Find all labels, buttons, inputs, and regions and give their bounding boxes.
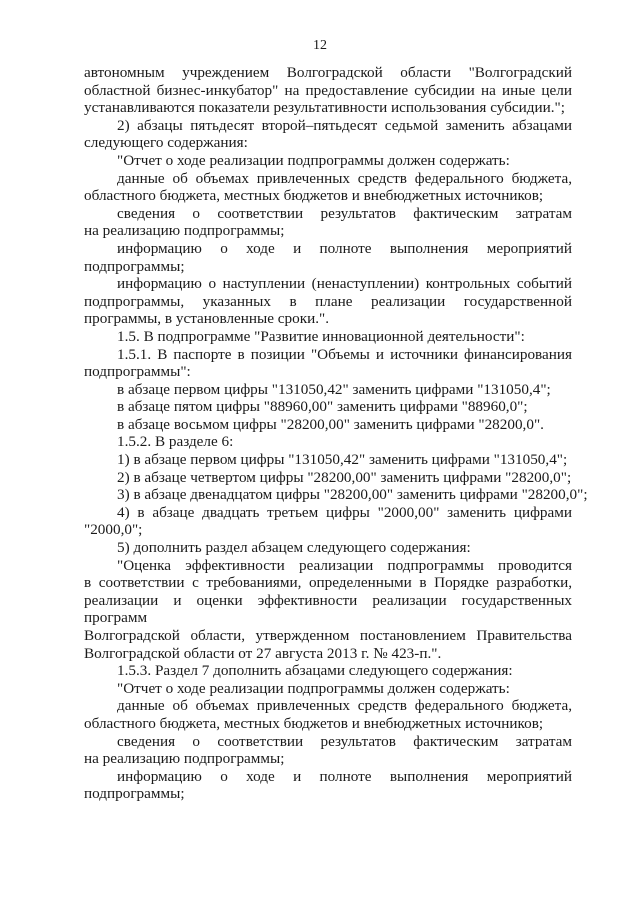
paragraph	[84, 469, 572, 487]
text-line: данные об объемах привлеченных средств федерального бюджета,	[117, 697, 572, 715]
text-line: областного бюджета, местных бюджетов и внебюджетных источников;	[84, 187, 544, 205]
paragraph	[84, 170, 572, 205]
text-line: устанавливаются показатели результативности использования субсидии.";	[84, 99, 565, 117]
paragraph	[84, 152, 572, 170]
text-line: "2000,0";	[84, 521, 143, 539]
paragraph	[84, 557, 572, 663]
text-line: 2) абзацы пятьдесят второй–пятьдесят седьмой заменить абзацами	[117, 116, 572, 134]
paragraph	[84, 504, 572, 539]
text-line: "Отчет о ходе реализации подпрограммы должен содержать:	[117, 679, 510, 697]
text-line: "Оценка эффективности реализации подпрограммы проводится	[117, 556, 572, 574]
paragraph	[84, 416, 572, 434]
text-line: 2) в абзаце четвертом цифры "28200,00" заменить цифрами "28200,0";	[117, 468, 572, 486]
text-line: 1.5.1. В паспорте в позиции "Объемы и источники финансирования	[117, 345, 572, 363]
text-line: 4) в абзаце двадцать третьем цифры "2000,00" заменить цифрами	[117, 503, 572, 521]
page-number: 12	[313, 38, 327, 53]
paragraph	[84, 733, 572, 768]
document-body	[84, 64, 588, 803]
text-line: 1.5.3. Раздел 7 дополнить абзацами следующего содержания:	[117, 662, 513, 680]
paragraph	[84, 346, 572, 381]
paragraph	[84, 451, 572, 469]
paragraph	[84, 398, 572, 416]
text-line: информацию о ходе и полноте выполнения мероприятий	[117, 239, 572, 257]
text-line: Волгоградской области от 27 августа 2013 г. № 423-п.".	[84, 644, 442, 662]
paragraph	[84, 117, 572, 152]
text-line: 1.5. В подпрограмме "Развитие инновационной деятельности":	[117, 327, 525, 345]
text-line: "Отчет о ходе реализации подпрограммы должен содержать:	[117, 151, 510, 169]
text-line: в абзаце восьмом цифры "28200,00" заменить цифрами "28200,0".	[117, 415, 544, 433]
text-line: информацию о ходе и полноте выполнения мероприятий	[117, 767, 572, 785]
paragraph	[84, 486, 588, 504]
paragraph	[84, 433, 572, 451]
text-line: подпрограммы, указанных в плане реализации государственной	[84, 292, 572, 310]
text-line: в абзаце первом цифры "131050,42" заменить цифрами "131050,4";	[117, 380, 551, 398]
text-line: на реализацию подпрограммы;	[84, 222, 285, 240]
text-line: автономным учреждением Волгоградской области "Волгоградский	[84, 64, 572, 81]
text-line: Волгоградской области, утвержденном постановлением Правительства	[84, 627, 572, 644]
paragraph	[84, 381, 572, 399]
paragraph	[84, 697, 572, 732]
paragraph	[84, 275, 572, 328]
text-line: сведения о соответствии результатов фактическим затратам	[117, 204, 572, 222]
text-line: 5) дополнить раздел абзацем следующего содержания:	[117, 539, 471, 557]
paragraph	[84, 768, 572, 803]
text-line: подпрограммы;	[84, 257, 185, 275]
text-line: подпрограммы;	[84, 785, 185, 803]
text-line: программы, в установленные сроки.".	[84, 310, 330, 328]
text-line: следующего содержания:	[84, 134, 248, 152]
paragraph	[84, 205, 572, 240]
text-line: информацию о наступлении (ненаступлении) контрольных событий	[117, 275, 572, 293]
text-line: в абзаце пятом цифры "88960,00" заменить цифрами "88960,0";	[117, 398, 528, 416]
text-line: подпрограммы":	[84, 363, 191, 381]
text-line: областного бюджета, местных бюджетов и внебюджетных источников;	[84, 714, 544, 732]
text-line: 1) в абзаце первом цифры "131050,42" заменить цифрами "131050,4";	[117, 451, 568, 469]
text-line: 3) в абзаце двенадцатом цифры "28200,00" заменить цифрами "28200,0";	[117, 486, 588, 504]
paragraph	[84, 662, 572, 680]
paragraph	[84, 680, 572, 698]
paragraph	[84, 240, 572, 275]
text-line: реализации и оценки эффективности реализации государственных программ	[84, 591, 572, 627]
text-line: сведения о соответствии результатов фактическим затратам	[117, 732, 572, 750]
paragraph	[84, 328, 572, 346]
text-line: данные об объемах привлеченных средств федерального бюджета,	[117, 169, 572, 187]
paragraph	[84, 539, 572, 557]
text-line: 1.5.2. В разделе 6:	[117, 433, 234, 451]
text-line: на реализацию подпрограммы;	[84, 750, 285, 768]
text-line: областной бизнес-инкубатор" на предоставление субсидии на иные цели	[84, 81, 572, 99]
text-line: в соответствии с требованиями, определенными в Порядке разработки,	[84, 574, 572, 592]
paragraph	[84, 64, 572, 117]
